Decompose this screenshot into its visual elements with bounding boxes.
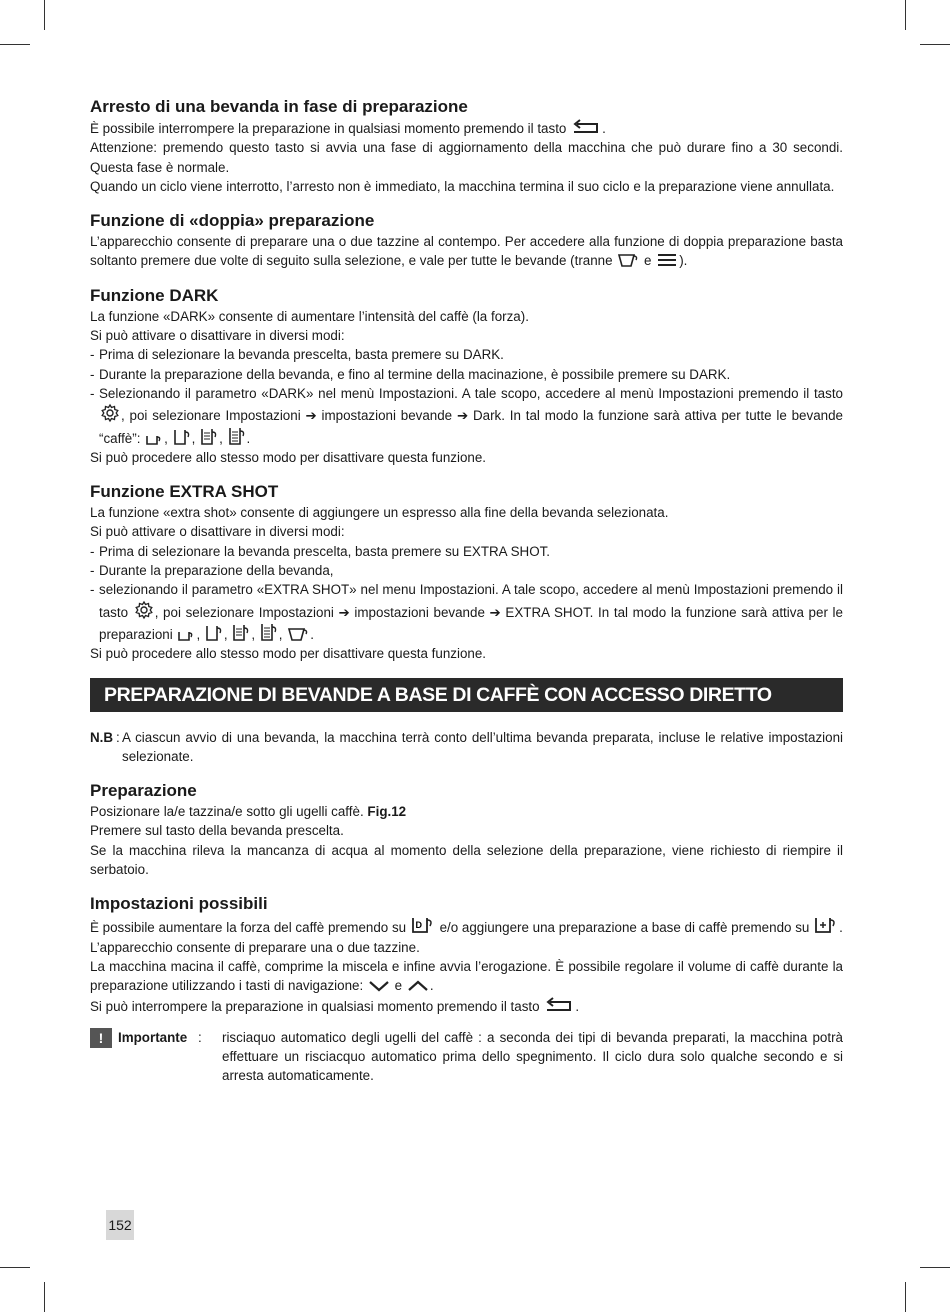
espresso-cup-icon (177, 626, 195, 642)
important-note (90, 1028, 843, 1086)
section-banner: PREPARAZIONE DI BEVANDE A BASE DI CAFFÈ CON ACCESSO DIRETTO (90, 678, 843, 712)
nb-text: A ciascun avvio di una bevanda, la macchina terrà conto dell’ultima bevanda preparata, incluse le relative impostazioni selezionate. (122, 729, 843, 764)
paragraph: Se la macchina rileva la mancanza di acqua al momento della selezione della preparazione, viene richiesto di riempire il serbatoio. (90, 842, 843, 878)
crop-mark (905, 0, 906, 30)
figure-ref: Fig.12 (367, 804, 407, 820)
important-text: risciaquo automatico degli ugelli del caffè : a seconda dei tipi di bevanda preparati, la macchina potrà effettuare un risciacquo automatico prima dello spegnimento. Il ciclo dura solo qualche secondo e si arresta automaticamente. (222, 1029, 843, 1084)
espresso-cup-icon (145, 430, 163, 446)
section-title: Impostazioni possibili (90, 894, 268, 914)
paragraph (90, 802, 843, 821)
nb-note (90, 728, 843, 767)
gear-icon (100, 403, 120, 423)
section-title: Funzione di «doppia» preparazione (90, 211, 375, 231)
crop-mark (905, 1282, 906, 1312)
text: Selezionando il parametro «DARK» nel menù Impostazioni. A tale scopo, accedere al menù Impostazioni premendo il tasto (99, 385, 843, 401)
text: Prima di selezionare la bevanda prescelta, basta premere su DARK. (99, 347, 504, 363)
nb-label: N.B (90, 729, 114, 745)
text: , poi selezionare Impostazioni ➔ impostazioni bevande ➔ Dark. In tal modo la funzione sarà attiva per tutte le bevande “caffè”: (99, 408, 843, 446)
mug-icon (228, 426, 246, 446)
crop-mark (920, 1267, 950, 1268)
menu-icon (656, 252, 678, 268)
text: e (644, 253, 652, 269)
text: Posizionare la/e tazzina/e sotto gli ugelli caffè. (90, 804, 364, 820)
paragraph: La funzione «extra shot» consente di aggiungere un espresso alla fine della bevanda selezionata. (90, 505, 669, 521)
section-impostazioni (90, 893, 843, 1015)
gear-icon (134, 600, 154, 620)
text: Si può interrompere la preparazione in qualsiasi momento premendo il tasto (90, 998, 540, 1014)
text: È possibile interrompere la preparazione in qualsiasi momento premendo il tasto (90, 121, 567, 136)
paragraph: L’apparecchio consente di preparare una o due tazzine. (90, 939, 420, 955)
paragraph: La funzione «DARK» consente di aumentare l’intensità del caffè (la forza). (90, 308, 529, 324)
paragraph: Si può attivare o disattivare in diversi modi: (90, 524, 345, 540)
crop-mark (0, 1267, 30, 1268)
text: e (394, 978, 403, 994)
page-number: 152 (106, 1210, 134, 1240)
nb-colon: : (116, 729, 120, 745)
chevron-down-icon (368, 979, 390, 993)
cup-icon (617, 252, 639, 268)
paragraph: Quando un ciclo viene interrotto, l’arresto non è immediato, la macchina termina il suo ciclo e la preparazione viene annullata. (90, 178, 835, 194)
back-icon (544, 996, 574, 1014)
paragraph: Si può procedere allo stesso modo per disattivare questa funzione. (90, 646, 487, 662)
text: Durante la preparazione della bevanda, e fino al termine della macinazione, è possibile premere su DARK. (99, 366, 731, 382)
back-icon (571, 118, 601, 136)
section-preparazione (90, 780, 843, 879)
long-coffee-icon (232, 622, 250, 642)
section-title: Funzione DARK (90, 285, 219, 305)
list-item: - Selezionando il parametro «DARK» nel menù Impostazioni. A tale scopo, accedere al menù Impostazioni premendo il tasto , poi selezionare Impostazioni ➔ impostazioni bevande ➔ Dark. In tal modo la funzione sarà attiva per tutte le bevande “caffè”: , , , . (90, 385, 843, 446)
text: È possibile aumentare la forza del caffè premendo su (90, 920, 407, 936)
paragraph: È possibile interrompere la preparazione in qualsiasi momento premendo il tasto . (90, 118, 843, 138)
list-item: - Durante la preparazione della bevanda, e fino al termine della macinazione, è possibile premere su DARK. (90, 366, 731, 382)
page-content (90, 96, 843, 1086)
list-item: - Prima di selezionare la bevanda prescelta, basta premere su EXTRA SHOT. (90, 543, 551, 559)
list-item: - selezionando il parametro «EXTRA SHOT» nel menu Impostazioni. A tale scopo, accedere al menù Impostazioni premendo il tasto , poi selezionare Impostazioni ➔ impostazioni bevande ➔ EXTRA SHOT. In tal modo la funzione sarà attiva per le preparazioni , , , , . (90, 582, 843, 642)
list-item: - Prima di selezionare la bevanda prescelta, basta premere su DARK. (90, 347, 504, 363)
text: L’apparecchio consente di preparare una o due tazzine al contempo. Per accedere alla funzione di doppia preparazione basta soltanto premere due volte di seguito sulla selezione, e vale per tutte le bevande (tranne (90, 234, 843, 269)
text: Durante la preparazione della bevanda, (99, 563, 334, 579)
text: La macchina macina il caffè, comprime la miscela e infine avvia l’erogazione. È possibile regolare il volume di caffè durante la preparazione utilizzando i tasti di navigazione: (90, 958, 843, 994)
paragraph: La macchina macina il caffè, comprime la miscela e infine avvia l’erogazione. È possibile regolare il volume di caffè durante la preparazione utilizzando i tasti di navigazione: e . (90, 958, 843, 994)
chevron-up-icon (407, 979, 429, 993)
coffee-cup-icon (205, 624, 223, 642)
crop-mark (920, 44, 950, 45)
important-label: Importante (118, 1029, 188, 1045)
coffee-cup-icon (173, 428, 191, 446)
paragraph: È possibile aumentare la forza del caffè premendo su D e/o aggiungere una preparazione a base di caffè premendo su . (90, 915, 843, 937)
section-title: Funzione EXTRA SHOT (90, 482, 279, 502)
dark-button-icon (411, 915, 435, 935)
text: e/o aggiungere una preparazione a base di caffè premendo su (439, 920, 810, 936)
paragraph: Si può attivare o disattivare in diversi modi: (90, 328, 345, 344)
crop-mark (0, 44, 30, 45)
section-dark (90, 285, 843, 467)
crop-mark (44, 0, 45, 30)
text: ). (679, 253, 688, 269)
text: Prima di selezionare la bevanda prescelta, basta premere su EXTRA SHOT. (99, 543, 551, 559)
svg-text:D: D (415, 920, 422, 931)
long-coffee-icon (200, 426, 218, 446)
section-arresto (90, 96, 843, 196)
paragraph: Premere sul tasto della bevanda prescelta. (90, 823, 344, 839)
important-colon: : (198, 1029, 202, 1045)
section-title: Arresto di una bevanda in fase di preparazione (90, 97, 468, 116)
section-extra-shot (90, 481, 843, 663)
crop-mark (44, 1282, 45, 1312)
warning-icon: ! (90, 1028, 112, 1048)
paragraph: Si può procedere allo stesso modo per disattivare questa funzione. (90, 449, 487, 465)
list-item: - Durante la preparazione della bevanda, (90, 563, 334, 579)
section-doppia (90, 210, 843, 271)
paragraph: Si può interrompere la preparazione in qualsiasi momento premendo il tasto . (90, 996, 843, 1016)
mug-icon (260, 622, 278, 642)
extra-shot-icon (814, 915, 838, 935)
paragraph (90, 232, 843, 271)
cup-icon (287, 626, 309, 642)
text: , poi selezionare Impostazioni ➔ impostazioni bevande ➔ EXTRA SHOT. In tal modo la funzione sarà attiva per le preparazioni (99, 604, 843, 642)
section-title: Preparazione (90, 781, 197, 801)
paragraph: Attenzione: premendo questo tasto si avvia una fase di aggiornamento della macchina che può durare fino a 30 secondi. Questa fase è normale. (90, 140, 843, 175)
text: selezionando il parametro «EXTRA SHOT» nel menu Impostazioni. A tale scopo, accedere al menù Impostazioni premendo il tasto (99, 582, 843, 620)
